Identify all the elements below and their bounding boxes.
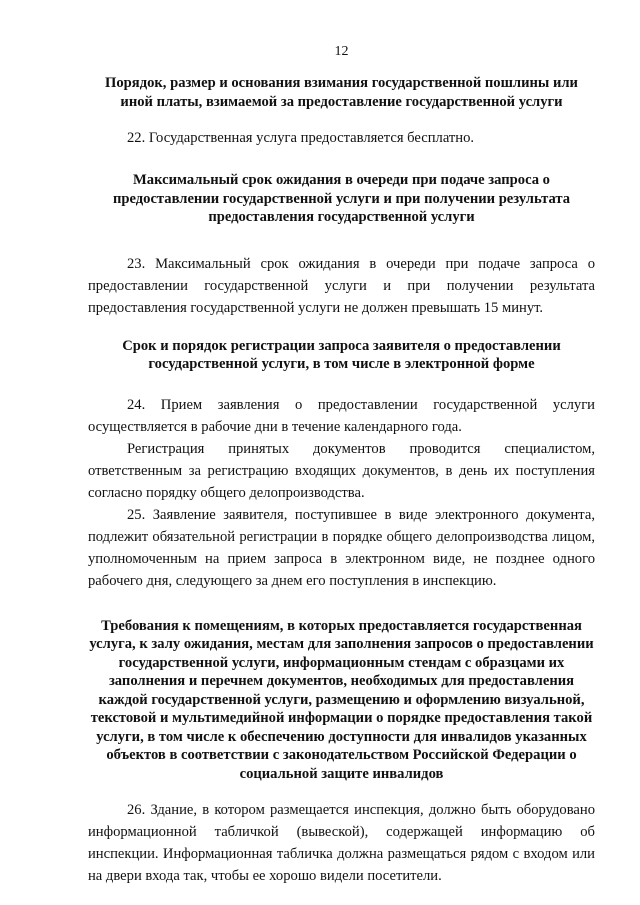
paragraph-25: 25. Заявление заявителя, поступившее в виде электронного документа, подлежит обязательной регистрации в порядке общего делопроизводства лицом, уполномоченным на прием запроса в электронном виде, не позднее одного рабочего дня, следующего за днем его поступления в инспекцию. [88,506,595,589]
section-heading-premises: Требования к помещениям, в которых предоставляется государственная услуга, к залу ожидания, местам для заполнения запросов о предоставлении государственной услуги, информационным стендам с образцами их заполнения и перечнем документов, необходимых для предоставления каждой государственной услуги, размещению и оформлению визуальной, текстовой и мультимедийной информации о порядке предоставления такой услуги, в том числе к обеспечению доступности для инвалидов указанных объектов в соответствии с законодательством Российской Федерации о социальной защите инвалидов [89,617,594,782]
page-number: 12 [334,44,349,59]
paragraph-23: 23. Максимальный срок ожидания в очереди при подаче запроса о предоставлении государственной услуги и при получении результата предоставления государственной услуги не должен превышать 15 минут. [88,255,595,316]
section-heading-registration: Срок и порядок регистрации запроса заявителя о предоставлении государственной услуги, в том числе в электронной форме [122,337,561,372]
paragraph-24: 24. Прием заявления о предоставлении государственной услуги осуществляется в рабочие дни в течение календарного года. [88,396,595,435]
section-heading-waiting-time: Максимальный срок ожидания в очереди при подаче запроса о предоставлении государственной услуги и при получении результата предоставления государственной услуги [112,172,571,225]
section-heading-fee: Порядок, размер и основания взимания государственной пошлины или иной платы, взимаемой за предоставление государственной услуги [105,75,578,110]
paragraph-26: 26. Здание, в котором размещается инспекция, должно быть оборудовано информационной табличкой (вывеской), содержащей информацию об инспекции. Информационная табличка должна размещаться рядом с входом или на двери входа так, чтобы ее хорошо видели посетители. [88,802,595,884]
paragraph-registration: Регистрация принятых документов проводится специалистом, ответственным за регистрацию входящих документов, в день их поступления согласно порядку общего делопроизводства. [88,440,595,501]
paragraph-22: 22. Государственная услуга предоставляется бесплатно. [127,130,475,146]
